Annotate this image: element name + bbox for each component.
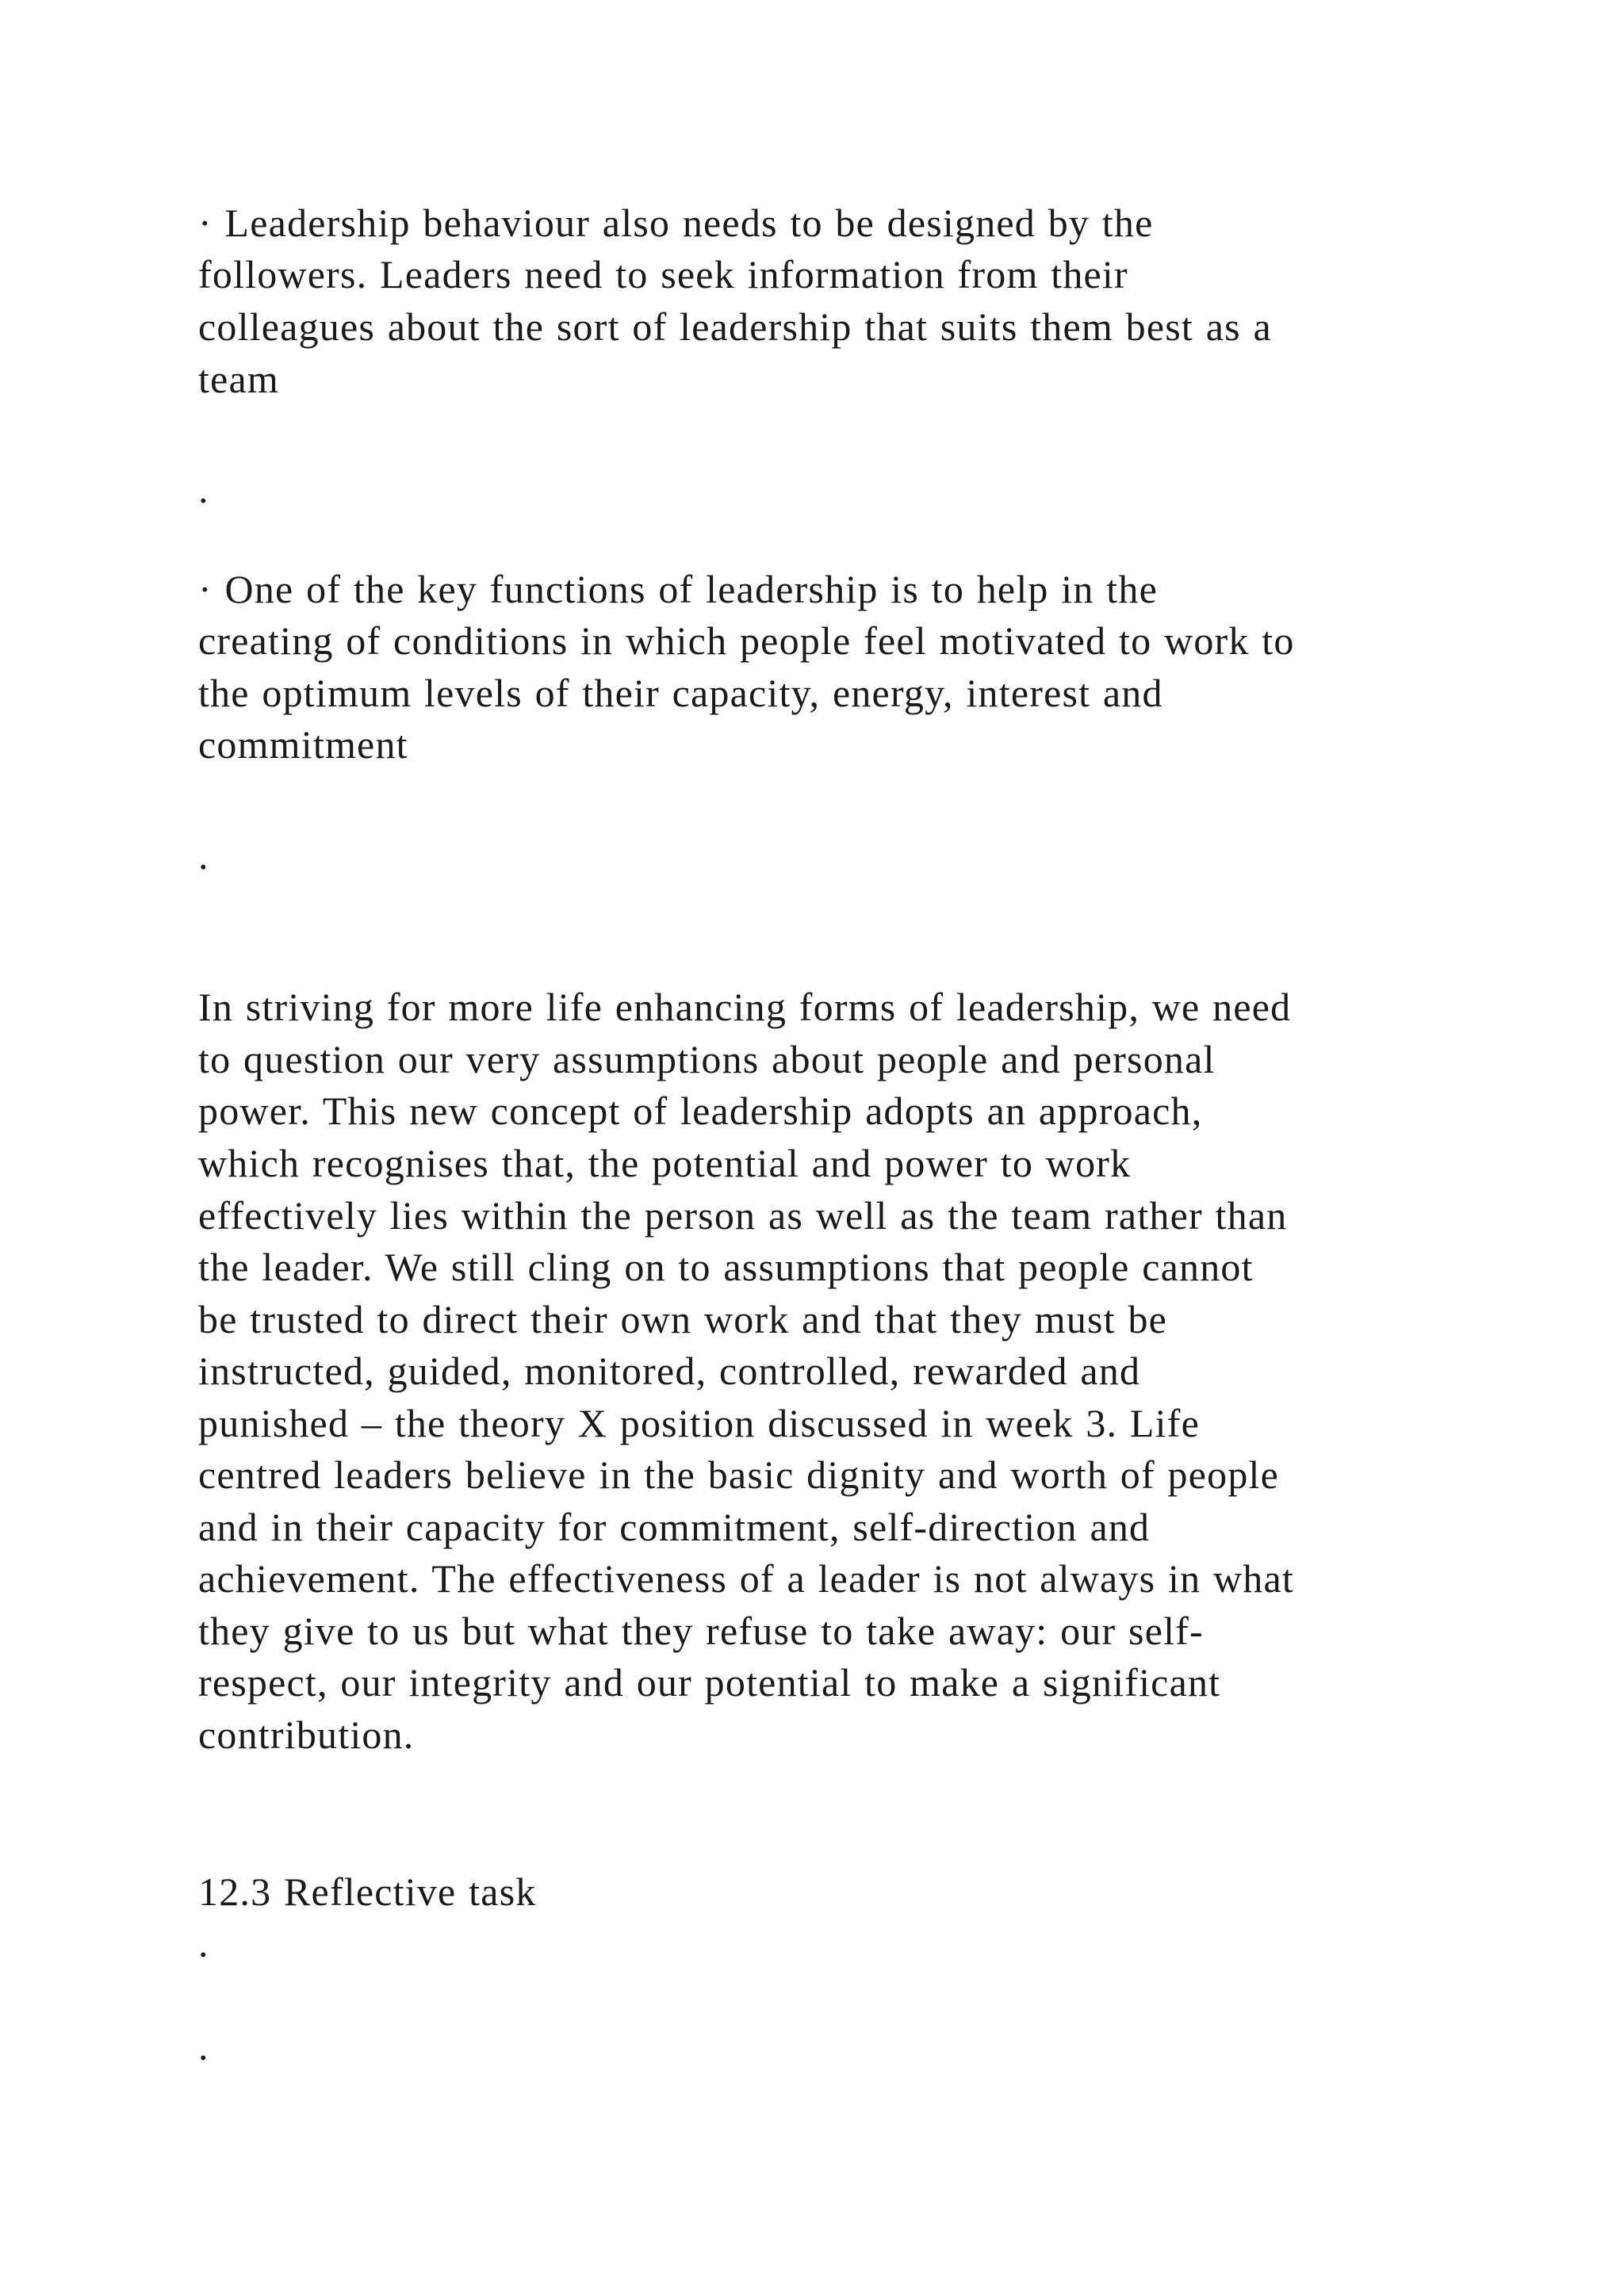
text-line: · One of the key functions of leadership is to help in the xyxy=(198,567,1158,611)
text-line: commitment xyxy=(198,722,408,767)
text-line: centred leaders believe in the basic dignity and worth of people xyxy=(198,1452,1280,1497)
text-line: creating of conditions in which people feel motivated to work to xyxy=(198,618,1295,663)
text-line: · Leadership behaviour also needs to be designed by the xyxy=(198,201,1154,245)
text-line: team xyxy=(198,357,279,401)
text-line: power. This new concept of leadership adopts an approach, xyxy=(198,1089,1203,1133)
text-line: which recognises that, the potential and power to work xyxy=(198,1141,1132,1185)
separator-dot: . xyxy=(198,467,209,511)
text-line: the leader. We still cling on to assumptions that people cannot xyxy=(198,1245,1254,1289)
text-line: the optimum levels of their capacity, energy, interest and xyxy=(198,671,1163,715)
text-line: they give to us but what they refuse to take away: our self- xyxy=(198,1609,1204,1653)
text-line: to question our very assumptions about people and personal xyxy=(198,1037,1216,1081)
text-line: achievement. The effectiveness of a leader is not always in what xyxy=(198,1556,1294,1601)
section-heading: 12.3 Reflective task xyxy=(198,1869,537,1914)
text-line: and in their capacity for commitment, self-direction and xyxy=(198,1505,1151,1549)
text-line: punished – the theory X position discussed in week 3. Life xyxy=(198,1401,1201,1445)
text-line: instructed, guided, monitored, controlled, rewarded and xyxy=(198,1349,1141,1393)
separator-dot: . xyxy=(198,2024,209,2068)
text-line: colleagues about the sort of leadership that suits them best as a xyxy=(198,304,1272,349)
text-line: be trusted to direct their own work and that they must be xyxy=(198,1297,1168,1341)
text-line: effectively lies within the person as well as the team rather than xyxy=(198,1193,1288,1238)
text-line: contribution. xyxy=(198,1712,415,1757)
text-line: In striving for more life enhancing forms of leadership, we need xyxy=(198,985,1292,1029)
separator-dot: . xyxy=(198,1921,209,1965)
text-line: followers. Leaders need to seek information from their xyxy=(198,252,1128,297)
text-line: respect, our integrity and our potential to make a significant xyxy=(198,1660,1221,1705)
separator-dot: . xyxy=(198,833,209,878)
